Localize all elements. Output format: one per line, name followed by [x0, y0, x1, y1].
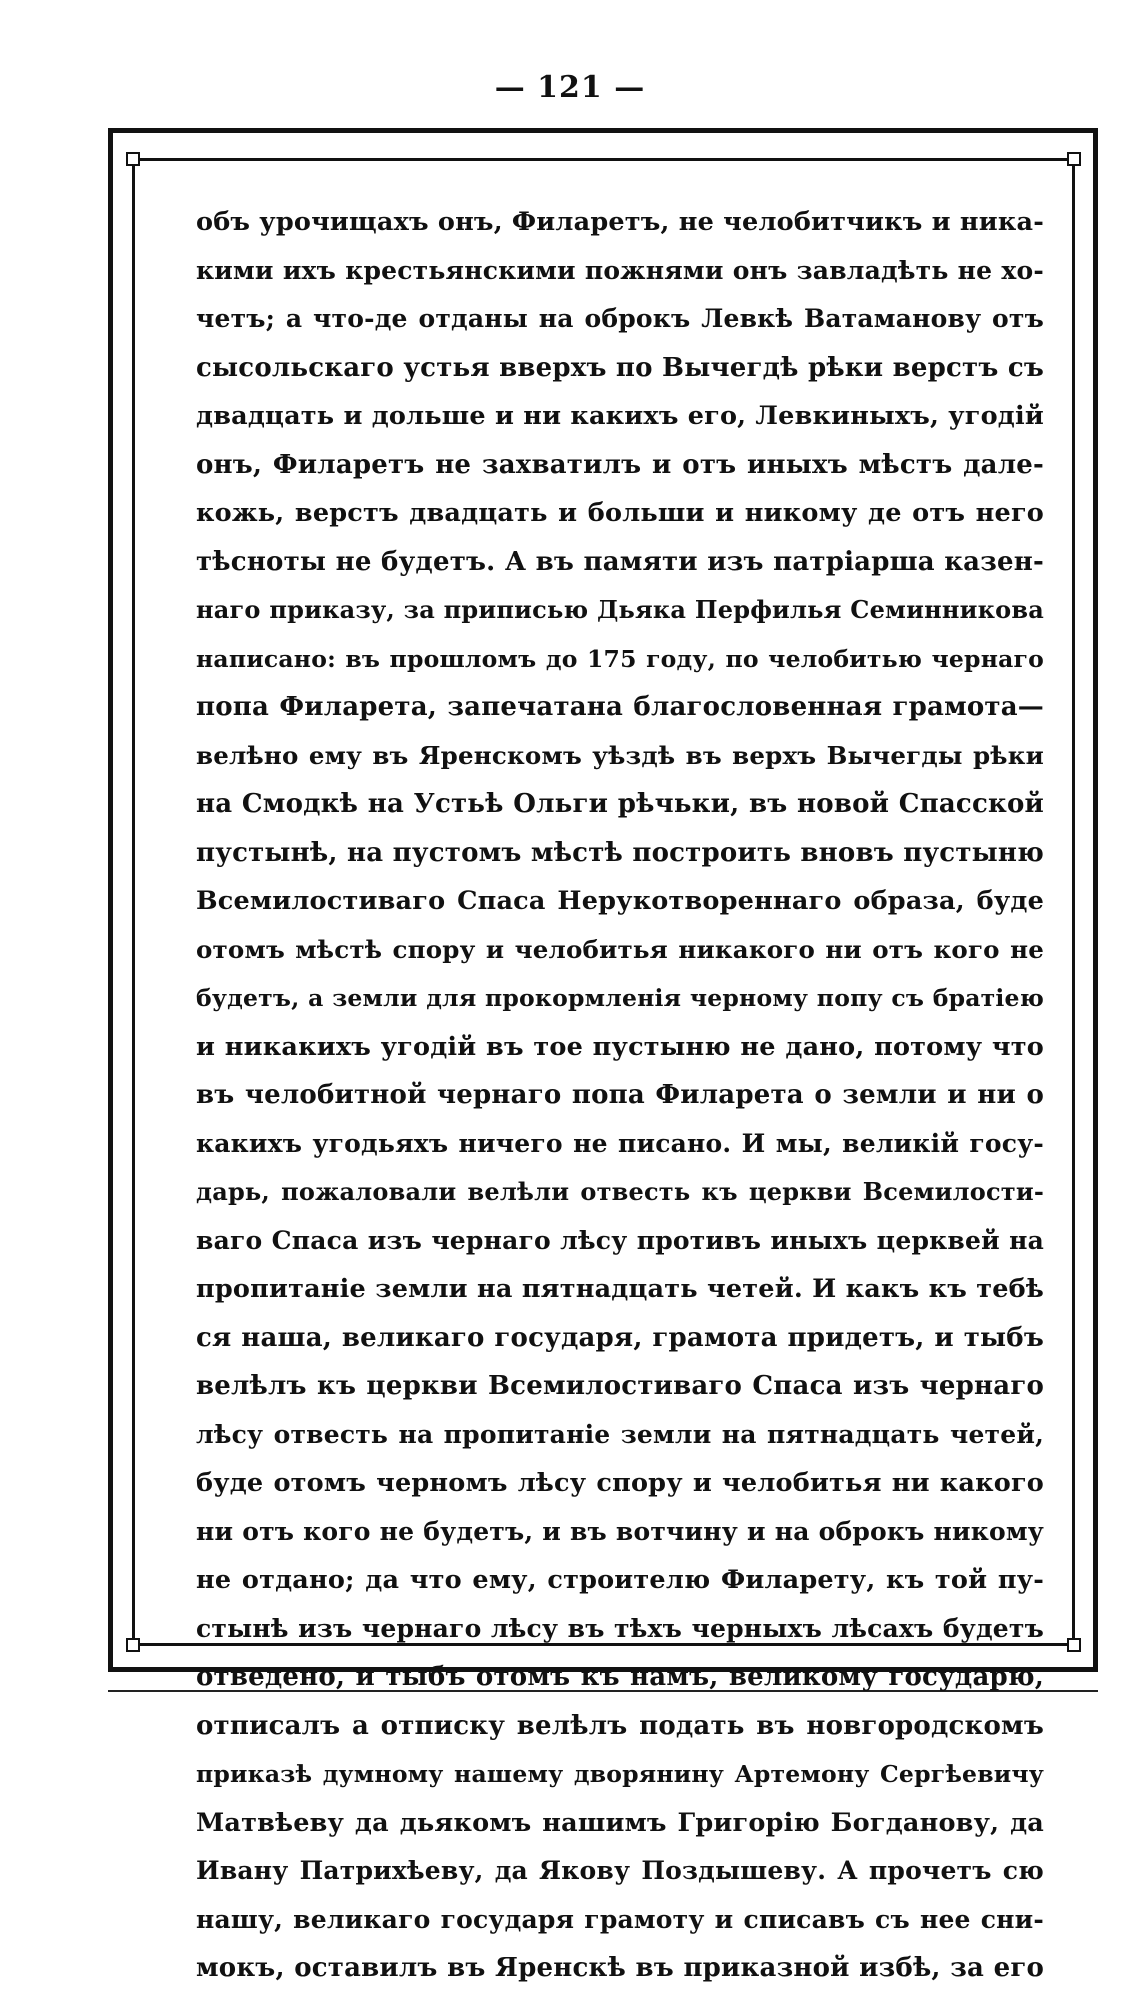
text-line: объ урочищахъ онъ, Филаретъ, не челобитчикъ и ника-	[196, 207, 1044, 237]
text-line: стынѣ изъ чернаго лѣсу въ тѣхъ черныхъ лѣсахъ будетъ	[196, 1613, 1044, 1643]
text-line: ся наша, великаго государя, грамота придетъ, и тыбъ	[196, 1322, 1044, 1353]
corner-ornament-top-left	[126, 152, 140, 166]
text-line: въ челобитной чернаго попа Филарета о земли и ни о	[196, 1080, 1044, 1110]
text-line: написано: въ прошломъ до 175 году, по челобитью чернаго	[196, 644, 1044, 673]
text-line: пустынѣ, на пустомъ мѣстѣ построить вновъ пустыню	[196, 837, 1044, 868]
text-line: нашу, великаго государя грамоту и списавъ съ нее сни-	[196, 1904, 1044, 1934]
text-line: велѣлъ къ церкви Всемилостиваго Спаса изъ чернаго	[196, 1371, 1044, 1401]
text-line: кожь, верстъ двадцать и больши и никому де отъ него	[196, 498, 1044, 528]
text-line: наго приказу, за приписью Дьяка Перфилья Семинникова	[196, 595, 1044, 624]
text-line: Ивану Патрихѣеву, да Якову Поздышеву. А прочетъ сю	[196, 1856, 1044, 1885]
text-line: попа Филарета, запечатана благословенная грамота—	[196, 692, 1044, 722]
text-line: сысольскаго устья вверхъ по Вычегдѣ рѣки верстъ съ	[196, 352, 1044, 383]
text-line: мокъ, оставилъ въ Яренскѣ въ приказной избѣ, за его	[196, 1953, 1044, 1983]
text-line: ваго Спаса изъ чернаго лѣсу противъ иныхъ церквей на	[196, 1225, 1044, 1255]
text-line: Всемилостиваго Спаса Нерукотвореннаго образа, буде	[196, 886, 1044, 916]
text-line: ни отъ кого не будетъ, и въ вотчину и на оброкъ никому	[196, 1516, 1044, 1546]
text-line: тѣсноты не будетъ. А въ памяти изъ патріарша казен-	[196, 546, 1044, 577]
text-line: какихъ угодьяхъ ничего не писано. И мы, великій госу-	[196, 1128, 1044, 1158]
text-line: не отдано; да что ему, строителю Филарету, къ той пу-	[196, 1565, 1044, 1595]
text-line: четъ; а что-де отданы на оброкъ Левкѣ Ватаманову отъ	[196, 304, 1044, 333]
corner-ornament-top-right	[1067, 152, 1081, 166]
text-line: приказѣ думному нашему дворянину Артемону Сергѣевичу	[196, 1760, 1044, 1788]
body-text	[196, 198, 1044, 1993]
text-line: онъ, Филаретъ не захватилъ и отъ иныхъ мѣстъ дале-	[196, 449, 1044, 480]
text-line: пропитаніе земли на пятнадцать четей. И какъ къ тебѣ	[196, 1274, 1044, 1304]
corner-ornament-bottom-right	[1067, 1638, 1081, 1652]
text-line: отомъ мѣстѣ спору и челобитья никакого ни отъ кого не	[196, 934, 1044, 964]
text-line: дарь, пожаловали велѣли отвесть къ церкви Всемилости-	[196, 1177, 1044, 1206]
text-line: на Смодкѣ на Устьѣ Ольги рѣчьки, въ новой Спасской	[196, 789, 1044, 819]
text-line: велѣно ему въ Яренскомъ уѣздѣ въ верхъ Вычегды рѣки	[196, 740, 1044, 770]
page-number: — 121 —	[494, 70, 646, 105]
text-line: Матвѣеву да дьякомъ нашимъ Григорію Богданову, да	[196, 1807, 1044, 1838]
text-line: двадцать и дольше и ни какихъ его, Левкиныхъ, угодій	[196, 401, 1044, 431]
text-line: и никакихъ угодій въ тое пустыню не дано, потому что	[196, 1031, 1044, 1062]
text-line: отписалъ а отписку велѣлъ подать въ новгородскомъ	[196, 1710, 1044, 1741]
text-line: отведено, и тыбъ отомъ къ намъ, великому государю,	[196, 1662, 1044, 1692]
text-line: кими ихъ крестьянскими пожнями онъ завладѣть не хо-	[196, 255, 1044, 285]
corner-ornament-bottom-left	[126, 1638, 140, 1652]
text-line: будетъ, а земли для прокормленія черному попу съ братіею	[196, 984, 1044, 1012]
text-line: буде отомъ черномъ лѣсу спору и челобитья ни какого	[196, 1468, 1044, 1498]
text-line: лѣсу отвесть на пропитаніе земли на пятнадцать четей,	[196, 1419, 1044, 1449]
